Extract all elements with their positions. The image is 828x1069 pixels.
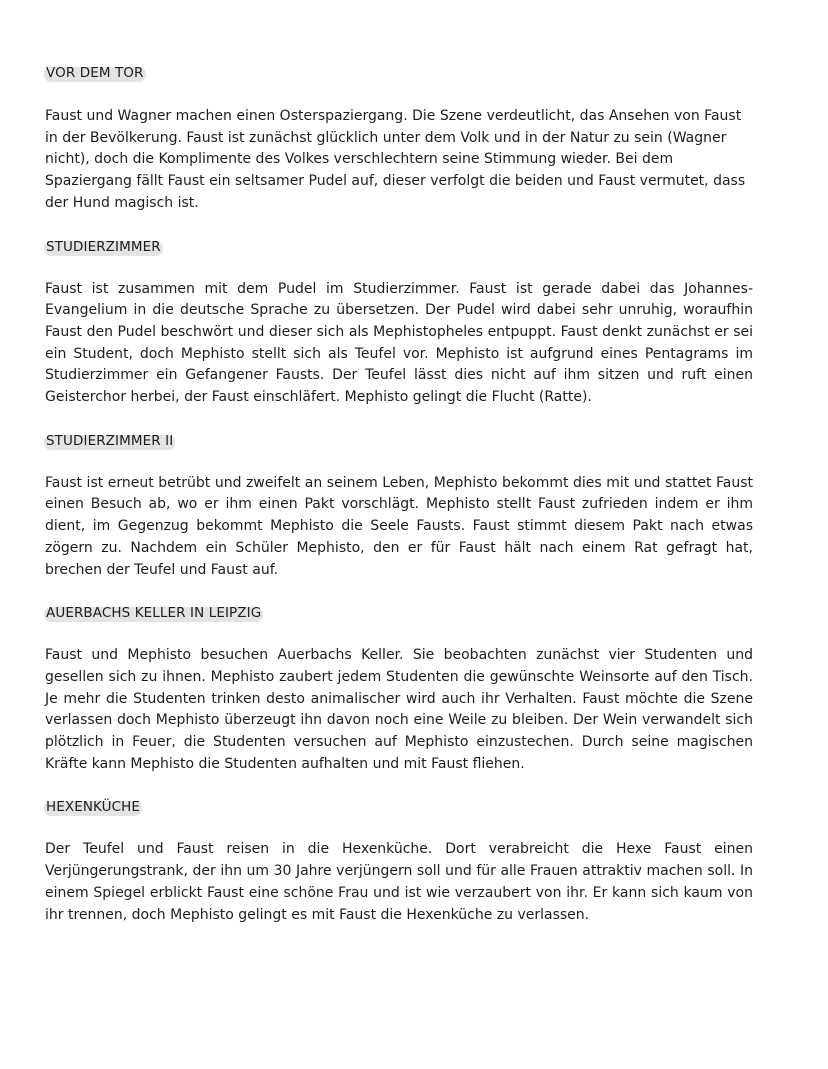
section-paragraph: Faust und Mephisto besuchen Auerbachs Keller. Sie beobachten zunächst vier Studenten und gesellen sich zu ihnen. Mephisto zaubert jedem Studenten die gewünschte Weinsorte auf den Tisch. Je mehr die Studenten trinken desto animalischer wird auch ihr Verhalten. Faust möchte die Szene verlassen doch Mephisto überzeugt ihn davon noch eine Weile zu bleiben. Der Wein verwandelt sich plötzlich in Feuer, die Studenten versuchen auf Mephisto einzustechen. Durch seine magischen Kräfte kann Mephisto die Studenten aufhalten und mit Faust fliehen.	[45, 647, 753, 772]
section-studierzimmer	[45, 236, 753, 409]
section-vor-dem-tor	[45, 62, 753, 215]
section-paragraph: Faust ist zusammen mit dem Pudel im Studierzimmer. Faust ist gerade dabei das Johannes-Evangelium in die deutsche Sprache zu übersetzen. Der Pudel wird dabei sehr unruhig, woraufhin Faust den Pudel beschwört und dieser sich als Mephistopheles entpuppt. Faust denkt zunächst er sei ein Student, doch Mephisto stellt sich als Teufel vor. Mephisto ist aufgrund eines Pentagrams im Studierzimmer ein Gefangener Fausts. Der Teufel lässt dies nicht auf ihm sitzen und ruft einen Geisterchor herbei, der Faust einschläfert. Mephisto gelingt die Flucht (Ratte).	[45, 280, 753, 406]
section-paragraph: Faust ist erneut betrübt und zweifelt an seinem Leben, Mephisto bekommt dies mit und stattet Faust einen Besuch ab, wo er ihm einen Pakt vorschlägt. Mephisto stellt Faust zufrieden indem er ihm dient, im Gegenzug bekommt Mephisto die Seele Fausts. Faust stimmt diesem Pakt nach etwas zögern zu. Nachdem ein Schüler Mephisto, den er für Faust hält nach einem Rat gefragt hat, brechen der Teufel und Faust auf.	[45, 474, 753, 578]
section-paragraph: Faust und Wagner machen einen Osterspaziergang. Die Szene verdeutlicht, das Ansehen von Faust in der Bevölkerung. Faust ist zunächst glücklich unter dem Volk und in der Natur zu sein (Wagner nicht), doch die Komplimente des Volkes verschlechtern seine Stimmung wieder. Bei dem Spaziergang fällt Faust ein seltsamer Pudel auf, dieser verfolgt die beiden und Faust vermutet, dass der Hund magisch ist.	[45, 108, 746, 211]
section-heading: VOR DEM TOR	[46, 65, 144, 81]
section-heading: AUERBACHS KELLER IN LEIPZIG	[46, 605, 262, 622]
document-page	[45, 62, 753, 926]
section-hexenkueche	[45, 796, 753, 926]
section-auerbachs-keller	[45, 602, 753, 775]
section-paragraph: Der Teufel und Faust reisen in die Hexenküche. Dort verabreicht die Hexe Faust einen Verjüngerungstrank, der ihn um 30 Jahre verjüngern soll und für alle Frauen attraktiv machen soll. In einem Spiegel erblickt Faust eine schöne Frau und ist wie verzaubert von ihr. Er kann sich kaum von ihr trennen, doch Mephisto gelingt es mit Faust die Hexenküche zu verlassen.	[45, 841, 753, 923]
section-heading: STUDIERZIMMER II	[46, 432, 174, 449]
section-studierzimmer-ii	[45, 430, 753, 582]
section-heading: HEXENKÜCHE	[46, 799, 141, 816]
section-heading: STUDIERZIMMER	[46, 238, 161, 255]
